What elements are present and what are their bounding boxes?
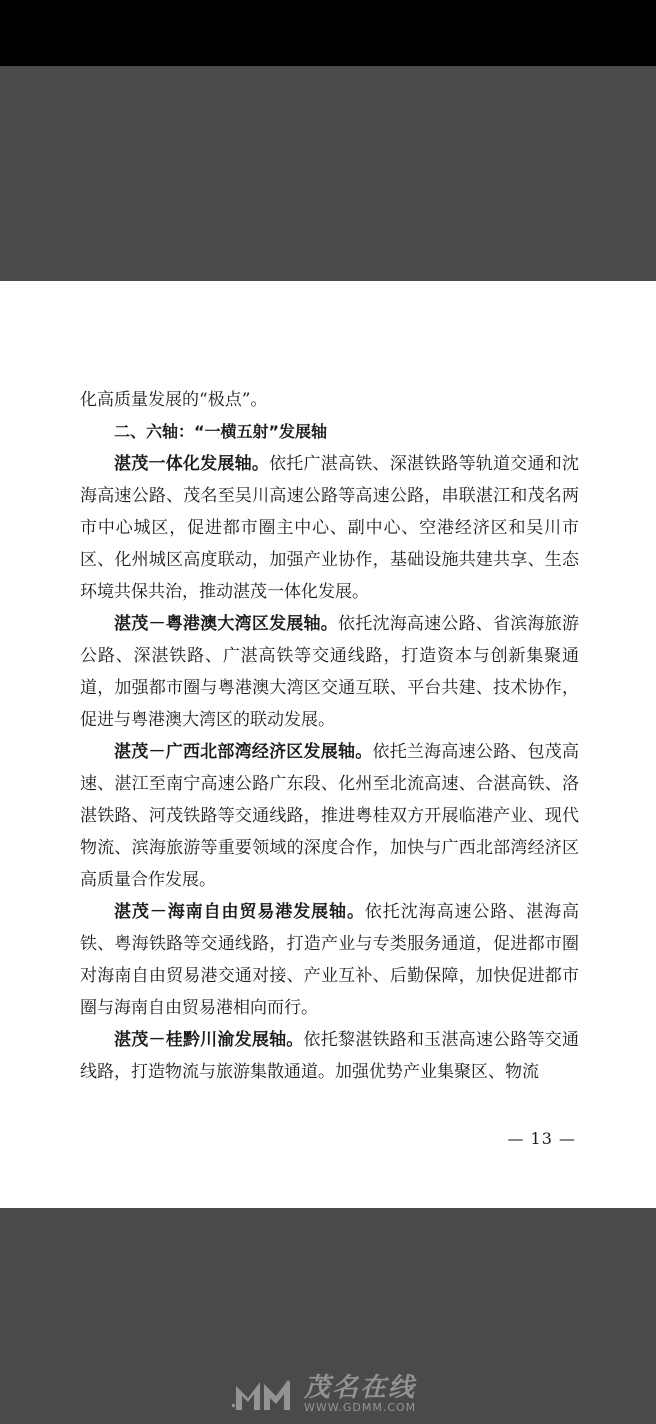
paragraph-text: 依托兰海高速公路、包茂高速、湛江至南宁高速公路广东段、化州至北流高速、合湛高铁、洛湛铁路、河茂铁路等交通线路，推进粤桂双方开展临港产业、现代物流、滨海旅游等重要领域的深度合作，加快与广西北部湾经济区高质量合作发展。 xyxy=(80,742,580,890)
paragraph-4 xyxy=(80,736,579,896)
page-number: — 13 — xyxy=(507,1129,576,1148)
paragraph-text: 化高质量发展的“极点”。 xyxy=(80,390,268,410)
paragraph-2 xyxy=(80,448,579,608)
paragraph-text: 依托广湛高铁、深湛铁路等轨道交通和沈海高速公路、茂名至吴川高速公路等高速公路，串联湛江和茂名两市中心城区，促进都市圈主中心、副中心、空港经济区和吴川市区、化州城区高度联动，加强产业协作，基础设施共建共享、生态环境共保共治，推动湛茂一体化发展。 xyxy=(80,454,580,602)
watermark-text xyxy=(304,1374,416,1414)
paragraph-text: 依托沈海高速公路、省滨海旅游公路、深湛铁路、广湛高铁等交通线路，打造资本与创新集聚通道，加强都市圈与粤港澳大湾区交通互联、平台共建、技术协作，促进与粤港澳大湾区的联动发展。 xyxy=(80,614,579,730)
paragraph-6 xyxy=(80,1024,579,1088)
section-heading-text: 二、六轴：“一横五射”发展轴 xyxy=(114,422,328,441)
watermark-logo-icon xyxy=(232,1374,296,1414)
paragraph-5 xyxy=(80,896,579,1024)
paragraph-lead: 湛茂－桂黔川渝发展轴。 xyxy=(114,1030,304,1050)
watermark-en: WWW.GDMM.COM xyxy=(304,1401,417,1414)
paragraph-text: 依托黎湛铁路和玉湛高速公路等交通线路，打造物流与旅游集散通道。加强优势产业集聚区、物流 xyxy=(80,1030,580,1082)
top-bar xyxy=(0,0,656,66)
paragraph-3 xyxy=(80,608,579,736)
paragraph-lead: 湛茂－粤港澳大湾区发展轴。 xyxy=(114,614,338,634)
section-heading xyxy=(80,416,579,448)
document-page xyxy=(0,281,656,1208)
page-content xyxy=(80,384,579,1088)
paragraph-lead: 湛茂－广西北部湾经济区发展轴。 xyxy=(114,742,373,762)
paragraph-text: 依托沈海高速公路、湛海高铁、粤海铁路等交通线路，打造产业与专类服务通道，促进都市圈对海南自由贸易港交通对接、产业互补、后勤保障，加快促进都市圈与海南自由贸易港相向而行。 xyxy=(80,902,580,1018)
paragraph-0 xyxy=(80,384,579,416)
watermark-cn: 茂名在线 xyxy=(304,1373,417,1403)
paragraph-lead: 湛茂一体化发展轴。 xyxy=(114,454,270,474)
watermark xyxy=(232,1374,416,1414)
viewer-background-top xyxy=(0,66,656,281)
paragraph-lead: 湛茂－海南自由贸易港发展轴。 xyxy=(114,902,365,922)
